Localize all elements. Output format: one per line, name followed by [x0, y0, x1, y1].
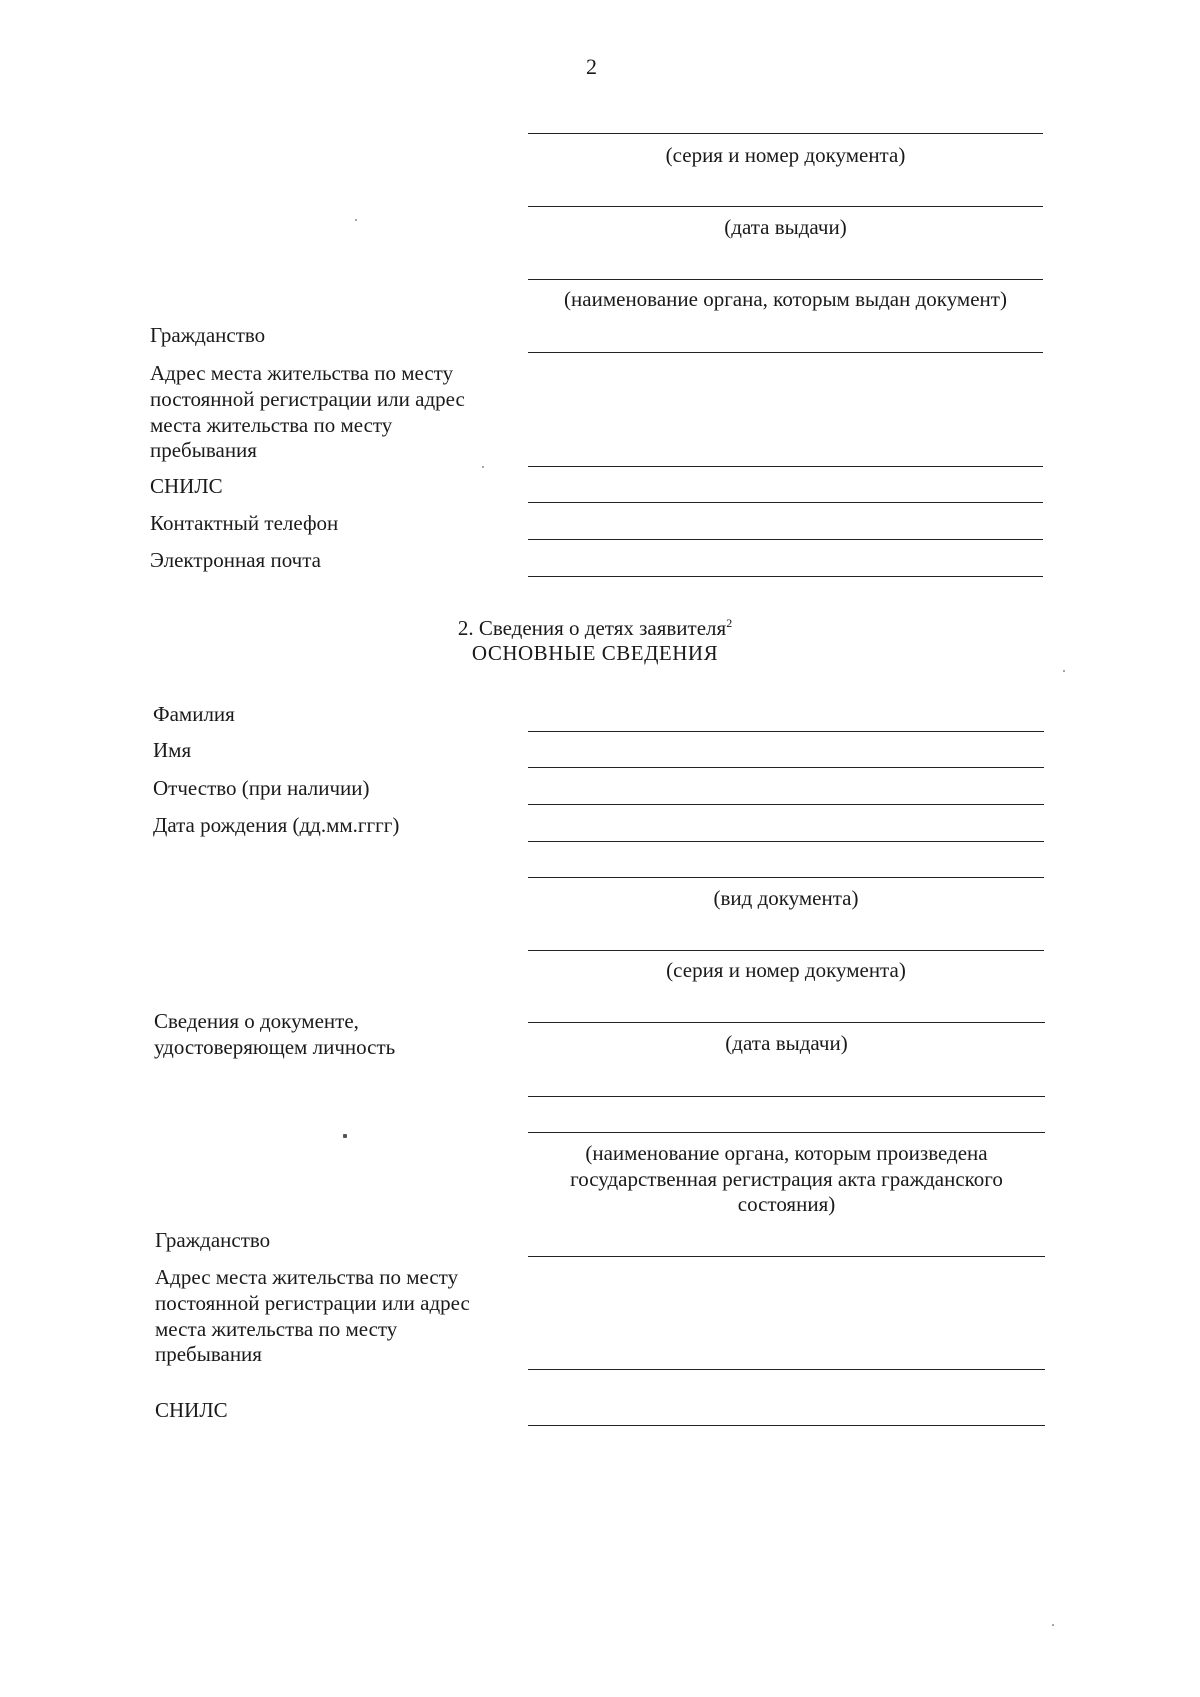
doc-type-caption: (вид документа)	[713, 886, 859, 910]
child-snils-field[interactable]	[528, 1425, 1045, 1426]
child-address-label-line-1: Адрес места жительства по месту	[155, 1265, 459, 1289]
issue-date-caption: (дата выдачи)	[724, 215, 847, 239]
phone-label: Контактный телефон	[150, 511, 339, 535]
section-2-title-text: 2. Сведения о детях заявителя	[457, 616, 727, 640]
registration-body-field-2[interactable]	[528, 1132, 1045, 1133]
series-number-caption: (серия и номер документа)	[665, 143, 906, 167]
name-field[interactable]	[528, 767, 1044, 768]
scan-speck	[343, 1134, 347, 1138]
child-series-number-field[interactable]	[528, 950, 1044, 951]
child-address-label-line-2: постоянной регистрации или адрес	[155, 1291, 470, 1315]
name-label: Имя	[153, 738, 192, 762]
birth-date-label: Дата рождения (дд.мм.гггг)	[153, 813, 400, 837]
snils-field[interactable]	[528, 502, 1043, 503]
issuer-caption: (наименование органа, которым выдан документ)	[564, 287, 1007, 311]
id-document-label-line-2: удостоверяющем личность	[154, 1035, 396, 1059]
child-address-label-line-3: места жительства по месту	[155, 1317, 398, 1341]
registration-body-caption-line-1: (наименование органа, которым произведена	[585, 1141, 988, 1165]
snils-label: СНИЛС	[150, 474, 223, 498]
address-label-line-3: места жительства по месту	[150, 413, 393, 437]
child-citizenship-label: Гражданство	[155, 1228, 271, 1252]
scan-speck	[1063, 670, 1065, 672]
issuer-field[interactable]	[528, 279, 1043, 280]
address-label-line-1: Адрес места жительства по месту	[150, 361, 454, 385]
patronymic-field[interactable]	[528, 804, 1044, 805]
child-issue-date-caption: (дата выдачи)	[725, 1031, 848, 1055]
section-2-subtitle: ОСНОВНЫЕ СВЕДЕНИЯ	[471, 641, 719, 665]
child-snils-label: СНИЛС	[155, 1398, 228, 1422]
registration-body-caption-line-2: государственная регистрация акта гражданского	[570, 1167, 1003, 1191]
footnote-mark: 2	[726, 616, 733, 630]
registration-body-caption-line-3: состояния)	[737, 1192, 836, 1216]
page-number: 2	[586, 54, 597, 79]
address-label-line-2: постоянной регистрации или адрес	[150, 387, 465, 411]
scan-speck	[482, 466, 484, 468]
birth-date-field[interactable]	[528, 841, 1044, 842]
address-label-line-4: пребывания	[150, 438, 257, 462]
phone-field[interactable]	[528, 539, 1043, 540]
address-field[interactable]	[528, 466, 1043, 467]
series-number-field[interactable]	[528, 133, 1043, 134]
child-citizenship-field[interactable]	[528, 1256, 1045, 1257]
email-label: Электронная почта	[150, 548, 321, 572]
registration-body-field-1[interactable]	[528, 1096, 1045, 1097]
child-address-label-line-4: пребывания	[155, 1342, 262, 1366]
email-field[interactable]	[528, 576, 1043, 577]
citizenship-field[interactable]	[528, 352, 1043, 353]
citizenship-label: Гражданство	[150, 323, 266, 347]
issue-date-field[interactable]	[528, 206, 1043, 207]
doc-type-field[interactable]	[528, 877, 1044, 878]
child-issue-date-field[interactable]	[528, 1022, 1045, 1023]
child-address-field[interactable]	[528, 1369, 1045, 1370]
patronymic-label: Отчество (при наличии)	[153, 776, 370, 800]
scan-speck	[1052, 1624, 1054, 1626]
scan-speck	[355, 219, 357, 221]
section-2-title	[395, 615, 795, 642]
surname-field[interactable]	[528, 731, 1044, 732]
child-series-number-caption: (серия и номер документа)	[666, 958, 906, 982]
id-document-label-line-1: Сведения о документе,	[154, 1009, 359, 1033]
surname-label: Фамилия	[153, 702, 235, 726]
